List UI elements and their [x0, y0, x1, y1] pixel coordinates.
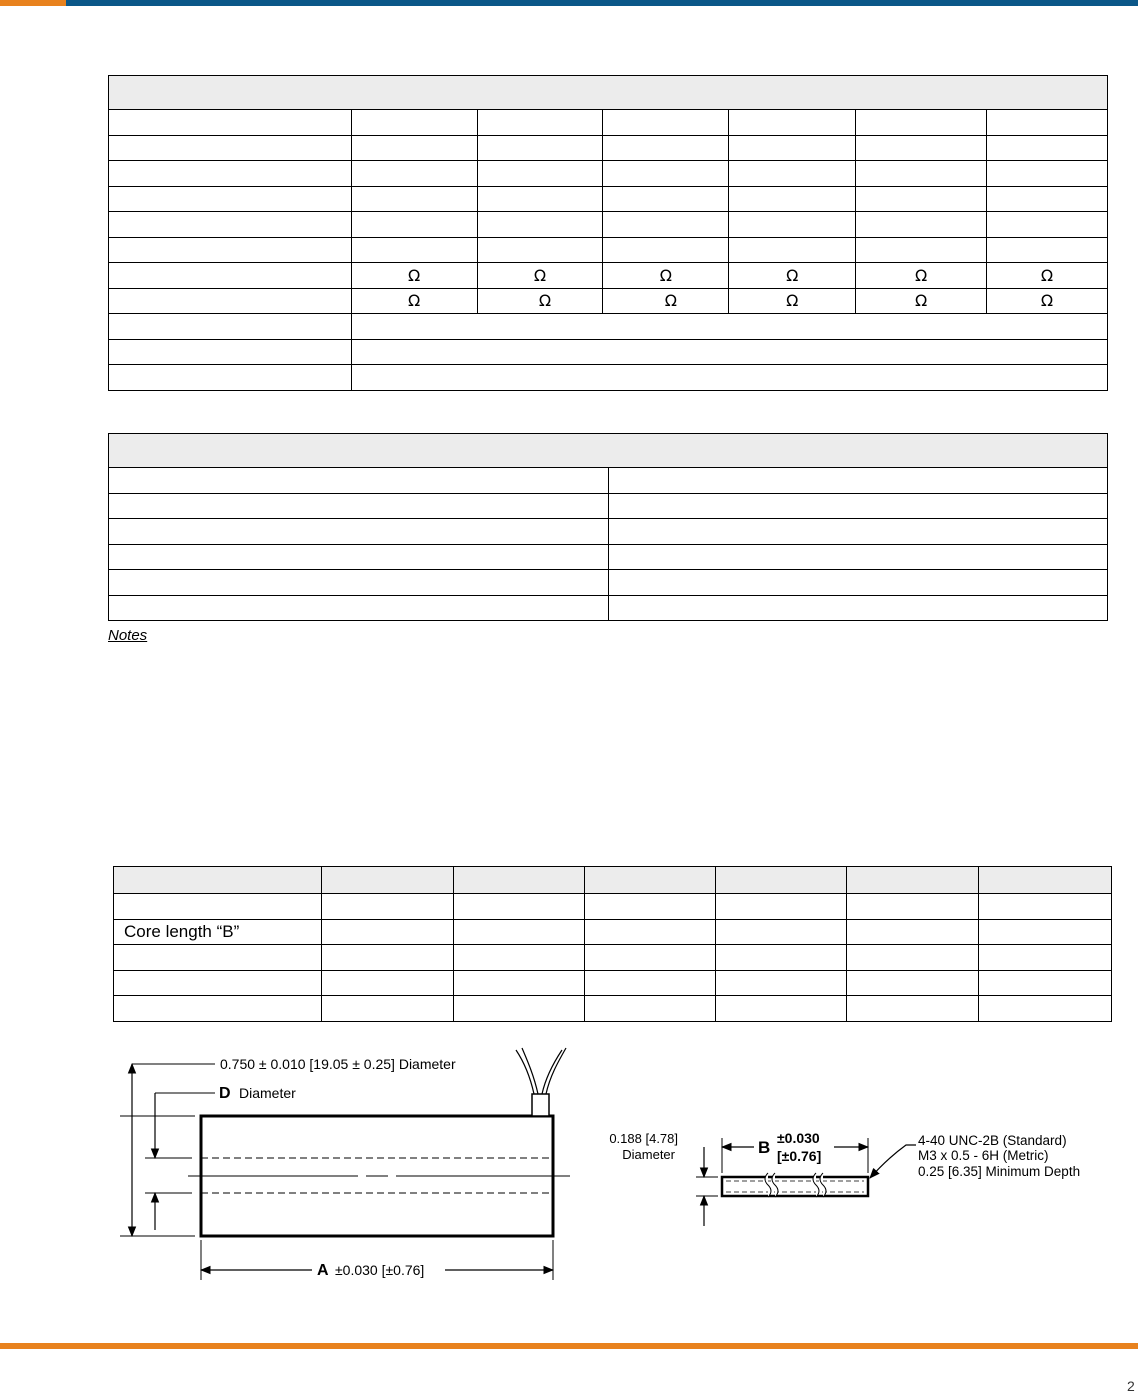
table-row — [109, 544, 1108, 570]
core-length-label: Core length “B” — [114, 919, 322, 945]
ohm-unit: Ω — [856, 288, 987, 314]
body-diameter-dimension — [120, 1056, 456, 1236]
ohm-unit: Ω — [351, 288, 477, 314]
cable-exit — [516, 1048, 566, 1116]
dimensions-table — [113, 866, 1112, 1022]
ohm-unit: Ω — [987, 288, 1108, 314]
header-accent-blue — [66, 0, 1138, 6]
table-row — [109, 288, 1108, 314]
housing-body — [188, 1116, 570, 1236]
table-row — [109, 314, 1108, 340]
header-accent-orange — [0, 0, 66, 6]
table-row — [109, 519, 1108, 545]
ohm-unit: Ω — [856, 263, 987, 289]
table-row — [109, 110, 1108, 136]
thread-line3: 0.25 [6.35] Minimum Depth — [918, 1164, 1081, 1179]
table-row — [114, 919, 1112, 945]
b-length-dimension — [722, 1130, 868, 1173]
mechanical-drawing — [100, 1040, 1110, 1290]
ohm-unit: Ω — [603, 263, 729, 289]
b-letter: B — [758, 1138, 771, 1157]
table-row — [109, 570, 1108, 596]
ohm-unit: Ω — [477, 288, 603, 314]
table-row — [114, 970, 1112, 996]
ohm-unit: Ω — [729, 288, 856, 314]
core-diameter-dimension — [609, 1131, 718, 1226]
core-rod — [722, 1173, 868, 1197]
a-length-dimension — [201, 1240, 553, 1280]
notes-link[interactable]: Notes — [108, 627, 148, 644]
a-tolerance-label: ±0.030 [±0.76] — [335, 1262, 425, 1278]
spec-table — [108, 75, 1108, 391]
table-row — [109, 212, 1108, 238]
table-row — [109, 595, 1108, 621]
dimensions-table-header — [114, 867, 1112, 894]
ohm-unit: Ω — [987, 263, 1108, 289]
ohm-unit: Ω — [477, 263, 603, 289]
thread-callout — [870, 1133, 1080, 1179]
environmental-table — [108, 433, 1108, 621]
table-row — [109, 263, 1108, 289]
page-number: 2 — [1127, 1378, 1135, 1394]
table-row — [109, 135, 1108, 161]
thread-line1: 4-40 UNC-2B (Standard) — [918, 1133, 1067, 1148]
table-row — [109, 161, 1108, 187]
table-row — [109, 237, 1108, 263]
table-row — [114, 945, 1112, 971]
footer-accent-bar — [0, 1343, 1138, 1349]
environmental-table-header — [109, 434, 1108, 468]
core-diameter-line2: Diameter — [622, 1147, 675, 1162]
body-diameter-label: 0.750 ± 0.010 [19.05 ± 0.25] Diameter — [220, 1056, 456, 1072]
table-row — [109, 186, 1108, 212]
table-row — [109, 339, 1108, 365]
a-letter: A — [317, 1262, 329, 1279]
ohm-unit: Ω — [729, 263, 856, 289]
d-letter: D — [219, 1085, 231, 1102]
core-diameter-line1: 0.188 [4.78] — [609, 1131, 678, 1146]
table-row — [114, 996, 1112, 1022]
thread-line2: M3 x 0.5 - 6H (Metric) — [918, 1148, 1049, 1163]
table-row — [109, 365, 1108, 391]
table-row — [109, 493, 1108, 519]
b-tolerance-line2: [±0.76] — [777, 1148, 822, 1164]
ohm-unit: Ω — [603, 288, 729, 314]
b-tolerance-line1: ±0.030 — [777, 1130, 820, 1146]
table-row — [114, 894, 1112, 920]
table-row — [109, 468, 1108, 494]
d-diameter-label: Diameter — [239, 1085, 296, 1101]
spec-table-header — [109, 76, 1108, 110]
ohm-unit: Ω — [351, 263, 477, 289]
